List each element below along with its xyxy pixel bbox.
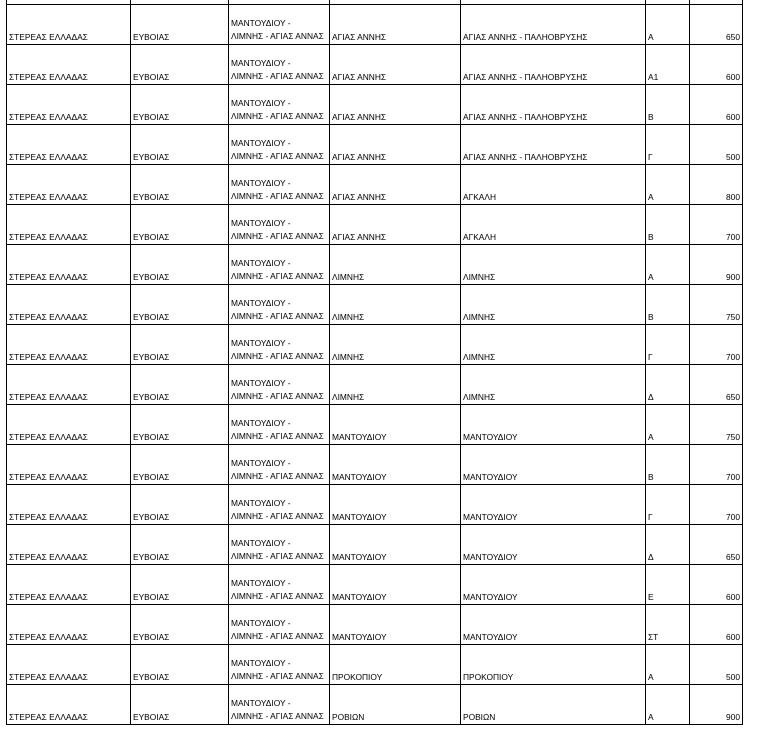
municipality-line-2: ΛΙΜΝΗΣ - ΑΓΙΑΣ ΑΝΝΑΣ xyxy=(231,31,324,42)
unit-cell: ΛΙΜΝΗΣ xyxy=(330,245,461,285)
table-row xyxy=(7,45,743,85)
area-cell: ΜΑΝΤΟΥΔΙΟΥ xyxy=(461,445,646,485)
unit-cell: ΑΓΙΑΣ ΑΝΝΗΣ xyxy=(330,45,461,85)
municipality-line-2: ΛΙΜΝΗΣ - ΑΓΙΑΣ ΑΝΝΑΣ xyxy=(231,71,324,82)
municipality-line-1: ΜΑΝΤΟΥΔΙΟΥ - xyxy=(231,137,291,148)
unit-cell: ΑΓΙΑΣ ΑΝΝΗΣ xyxy=(330,125,461,165)
zone-cell: Γ xyxy=(646,485,690,525)
table-row xyxy=(7,365,743,405)
unit-cell: ΛΙΜΝΗΣ xyxy=(330,285,461,325)
municipality-cell xyxy=(229,525,330,565)
region-cell: ΣΤΕΡΕΑΣ ΕΛΛΑΔΑΣ xyxy=(7,565,131,605)
municipality-cell xyxy=(229,565,330,605)
municipality-line-1: ΜΑΝΤΟΥΔΙΟΥ - xyxy=(231,177,291,188)
table-row xyxy=(7,405,743,445)
municipality-line-2: ΛΙΜΝΗΣ - ΑΓΙΑΣ ΑΝΝΑΣ xyxy=(231,671,324,682)
area-cell: ΜΑΝΤΟΥΔΙΟΥ xyxy=(461,405,646,445)
municipality-line-2: ΛΙΜΝΗΣ - ΑΓΙΑΣ ΑΝΝΑΣ xyxy=(231,231,324,242)
area-cell: ΠΡΟΚΟΠΙΟΥ xyxy=(461,645,646,685)
region-cell: ΣΤΕΡΕΑΣ ΕΛΛΑΔΑΣ xyxy=(7,325,131,365)
prefecture-cell: ΕΥΒΟΙΑΣ xyxy=(131,325,229,365)
region-cell: ΣΤΕΡΕΑΣ ΕΛΛΑΔΑΣ xyxy=(7,125,131,165)
area-cell: ΛΙΜΝΗΣ xyxy=(461,245,646,285)
municipality-cell xyxy=(229,245,330,285)
prefecture-cell: ΕΥΒΟΙΑΣ xyxy=(131,685,229,725)
region-cell: ΣΤΕΡΕΑΣ ΕΛΛΑΔΑΣ xyxy=(7,85,131,125)
municipality-cell xyxy=(229,485,330,525)
table-row xyxy=(7,285,743,325)
value-cell: 500 xyxy=(690,125,743,165)
unit-cell: ΠΡΟΚΟΠΙΟΥ xyxy=(330,645,461,685)
municipality-line-2: ΛΙΜΝΗΣ - ΑΓΙΑΣ ΑΝΝΑΣ xyxy=(231,391,324,402)
unit-cell: ΜΑΝΤΟΥΔΙΟΥ xyxy=(330,485,461,525)
municipality-line-2: ΛΙΜΝΗΣ - ΑΓΙΑΣ ΑΝΝΑΣ xyxy=(231,511,324,522)
area-cell: ΜΑΝΤΟΥΔΙΟΥ xyxy=(461,525,646,565)
municipality-cell xyxy=(229,405,330,445)
prefecture-cell: ΕΥΒΟΙΑΣ xyxy=(131,405,229,445)
zone-cell: Α xyxy=(646,165,690,205)
area-cell: ΛΙΜΝΗΣ xyxy=(461,285,646,325)
municipality-line-2: ΛΙΜΝΗΣ - ΑΓΙΑΣ ΑΝΝΑΣ xyxy=(231,471,324,482)
zone-cell: Γ xyxy=(646,125,690,165)
value-cell: 600 xyxy=(690,565,743,605)
prefecture-cell: ΕΥΒΟΙΑΣ xyxy=(131,45,229,85)
region-cell: ΣΤΕΡΕΑΣ ΕΛΛΑΔΑΣ xyxy=(7,445,131,485)
municipality-line-2: ΛΙΜΝΗΣ - ΑΓΙΑΣ ΑΝΝΑΣ xyxy=(231,351,324,362)
table-row xyxy=(7,125,743,165)
unit-cell: ΛΙΜΝΗΣ xyxy=(330,325,461,365)
value-cell: 500 xyxy=(690,645,743,685)
prefecture-cell: ΕΥΒΟΙΑΣ xyxy=(131,645,229,685)
municipality-line-1: ΜΑΝΤΟΥΔΙΟΥ - xyxy=(231,537,291,548)
region-cell: ΣΤΕΡΕΑΣ ΕΛΛΑΔΑΣ xyxy=(7,165,131,205)
unit-cell: ΜΑΝΤΟΥΔΙΟΥ xyxy=(330,525,461,565)
region-cell: ΣΤΕΡΕΑΣ ΕΛΛΑΔΑΣ xyxy=(7,525,131,565)
zone-cell: Α1 xyxy=(646,45,690,85)
prefecture-cell: ΕΥΒΟΙΑΣ xyxy=(131,5,229,45)
unit-cell: ΛΙΜΝΗΣ xyxy=(330,365,461,405)
unit-cell: ΑΓΙΑΣ ΑΝΝΗΣ xyxy=(330,165,461,205)
municipality-line-1: ΜΑΝΤΟΥΔΙΟΥ - xyxy=(231,617,291,628)
table-row xyxy=(7,525,743,565)
municipality-line-1: ΜΑΝΤΟΥΔΙΟΥ - xyxy=(231,697,291,708)
zone-cell: Α xyxy=(646,5,690,45)
municipality-cell xyxy=(229,165,330,205)
unit-cell: ΜΑΝΤΟΥΔΙΟΥ xyxy=(330,445,461,485)
municipality-line-1: ΜΑΝΤΟΥΔΙΟΥ - xyxy=(231,457,291,468)
prefecture-cell: ΕΥΒΟΙΑΣ xyxy=(131,125,229,165)
municipality-line-2: ΛΙΜΝΗΣ - ΑΓΙΑΣ ΑΝΝΑΣ xyxy=(231,711,324,722)
region-cell: ΣΤΕΡΕΑΣ ΕΛΛΑΔΑΣ xyxy=(7,5,131,45)
value-cell: 600 xyxy=(690,85,743,125)
zone-cell: Β xyxy=(646,445,690,485)
municipality-cell xyxy=(229,645,330,685)
region-cell: ΣΤΕΡΕΑΣ ΕΛΛΑΔΑΣ xyxy=(7,285,131,325)
prefecture-cell: ΕΥΒΟΙΑΣ xyxy=(131,85,229,125)
municipality-cell xyxy=(229,125,330,165)
zone-cell: Α xyxy=(646,405,690,445)
prefecture-cell: ΕΥΒΟΙΑΣ xyxy=(131,165,229,205)
unit-cell: ΑΓΙΑΣ ΑΝΝΗΣ xyxy=(330,205,461,245)
value-cell: 650 xyxy=(690,365,743,405)
municipality-cell xyxy=(229,605,330,645)
area-cell: ΑΓΙΑΣ ΑΝΝΗΣ - ΠΑΛΗΟΒΡΥΣΗΣ xyxy=(461,45,646,85)
unit-cell: ΜΑΝΤΟΥΔΙΟΥ xyxy=(330,605,461,645)
municipality-line-1: ΜΑΝΤΟΥΔΙΟΥ - xyxy=(231,17,291,28)
value-cell: 700 xyxy=(690,325,743,365)
region-cell: ΣΤΕΡΕΑΣ ΕΛΛΑΔΑΣ xyxy=(7,205,131,245)
municipality-line-2: ΛΙΜΝΗΣ - ΑΓΙΑΣ ΑΝΝΑΣ xyxy=(231,271,324,282)
zone-cell: Δ xyxy=(646,365,690,405)
zone-cell: Δ xyxy=(646,525,690,565)
municipality-cell xyxy=(229,285,330,325)
table-row xyxy=(7,325,743,365)
area-cell: ΜΑΝΤΟΥΔΙΟΥ xyxy=(461,605,646,645)
zone-cell: Β xyxy=(646,285,690,325)
region-cell: ΣΤΕΡΕΑΣ ΕΛΛΑΔΑΣ xyxy=(7,605,131,645)
municipality-line-1: ΜΑΝΤΟΥΔΙΟΥ - xyxy=(231,97,291,108)
municipality-cell xyxy=(229,5,330,45)
zone-cell: ΣΤ xyxy=(646,605,690,645)
municipality-cell xyxy=(229,365,330,405)
value-cell: 700 xyxy=(690,445,743,485)
prefecture-cell: ΕΥΒΟΙΑΣ xyxy=(131,285,229,325)
municipality-line-1: ΜΑΝΤΟΥΔΙΟΥ - xyxy=(231,57,291,68)
area-cell: ΛΙΜΝΗΣ xyxy=(461,325,646,365)
area-cell: ΡΟΒΙΩΝ xyxy=(461,685,646,725)
value-cell: 650 xyxy=(690,5,743,45)
municipality-line-1: ΜΑΝΤΟΥΔΙΟΥ - xyxy=(231,297,291,308)
prefecture-cell: ΕΥΒΟΙΑΣ xyxy=(131,445,229,485)
unit-cell: ΑΓΙΑΣ ΑΝΝΗΣ xyxy=(330,85,461,125)
municipality-cell xyxy=(229,325,330,365)
municipality-line-1: ΜΑΝΤΟΥΔΙΟΥ - xyxy=(231,657,291,668)
data-table xyxy=(6,0,743,725)
municipality-line-2: ΛΙΜΝΗΣ - ΑΓΙΑΣ ΑΝΝΑΣ xyxy=(231,111,324,122)
municipality-cell xyxy=(229,85,330,125)
municipality-line-2: ΛΙΜΝΗΣ - ΑΓΙΑΣ ΑΝΝΑΣ xyxy=(231,191,324,202)
value-cell: 600 xyxy=(690,605,743,645)
municipality-line-2: ΛΙΜΝΗΣ - ΑΓΙΑΣ ΑΝΝΑΣ xyxy=(231,631,324,642)
municipality-line-2: ΛΙΜΝΗΣ - ΑΓΙΑΣ ΑΝΝΑΣ xyxy=(231,591,324,602)
municipality-line-1: ΜΑΝΤΟΥΔΙΟΥ - xyxy=(231,417,291,428)
municipality-line-2: ΛΙΜΝΗΣ - ΑΓΙΑΣ ΑΝΝΑΣ xyxy=(231,311,324,322)
municipality-line-1: ΜΑΝΤΟΥΔΙΟΥ - xyxy=(231,577,291,588)
zone-cell: Β xyxy=(646,85,690,125)
area-cell: ΑΓΙΑΣ ΑΝΝΗΣ - ΠΑΛΗΟΒΡΥΣΗΣ xyxy=(461,85,646,125)
area-cell: ΑΓΙΑΣ ΑΝΝΗΣ - ΠΑΛΗΟΒΡΥΣΗΣ xyxy=(461,125,646,165)
area-cell: ΜΑΝΤΟΥΔΙΟΥ xyxy=(461,565,646,605)
region-cell: ΣΤΕΡΕΑΣ ΕΛΛΑΔΑΣ xyxy=(7,685,131,725)
table-row xyxy=(7,645,743,685)
value-cell: 900 xyxy=(690,685,743,725)
value-cell: 750 xyxy=(690,405,743,445)
prefecture-cell: ΕΥΒΟΙΑΣ xyxy=(131,605,229,645)
municipality-cell xyxy=(229,45,330,85)
zone-cell: Α xyxy=(646,645,690,685)
municipality-line-1: ΜΑΝΤΟΥΔΙΟΥ - xyxy=(231,377,291,388)
prefecture-cell: ΕΥΒΟΙΑΣ xyxy=(131,245,229,285)
table-row xyxy=(7,245,743,285)
region-cell: ΣΤΕΡΕΑΣ ΕΛΛΑΔΑΣ xyxy=(7,645,131,685)
prefecture-cell: ΕΥΒΟΙΑΣ xyxy=(131,565,229,605)
municipality-line-1: ΜΑΝΤΟΥΔΙΟΥ - xyxy=(231,257,291,268)
municipality-line-1: ΜΑΝΤΟΥΔΙΟΥ - xyxy=(231,497,291,508)
prefecture-cell: ΕΥΒΟΙΑΣ xyxy=(131,485,229,525)
unit-cell: ΜΑΝΤΟΥΔΙΟΥ xyxy=(330,565,461,605)
municipality-line-2: ΛΙΜΝΗΣ - ΑΓΙΑΣ ΑΝΝΑΣ xyxy=(231,551,324,562)
table-row xyxy=(7,485,743,525)
table-row xyxy=(7,85,743,125)
table-row xyxy=(7,165,743,205)
zone-cell: Ε xyxy=(646,565,690,605)
table-row xyxy=(7,445,743,485)
value-cell: 650 xyxy=(690,525,743,565)
prefecture-cell: ΕΥΒΟΙΑΣ xyxy=(131,525,229,565)
region-cell: ΣΤΕΡΕΑΣ ΕΛΛΑΔΑΣ xyxy=(7,405,131,445)
table-row xyxy=(7,685,743,725)
value-cell: 700 xyxy=(690,485,743,525)
area-cell: ΛΙΜΝΗΣ xyxy=(461,365,646,405)
area-cell: ΜΑΝΤΟΥΔΙΟΥ xyxy=(461,485,646,525)
zone-cell: Α xyxy=(646,685,690,725)
table-row xyxy=(7,565,743,605)
value-cell: 700 xyxy=(690,205,743,245)
municipality-cell xyxy=(229,205,330,245)
value-cell: 600 xyxy=(690,45,743,85)
region-cell: ΣΤΕΡΕΑΣ ΕΛΛΑΔΑΣ xyxy=(7,485,131,525)
region-cell: ΣΤΕΡΕΑΣ ΕΛΛΑΔΑΣ xyxy=(7,365,131,405)
municipality-line-2: ΛΙΜΝΗΣ - ΑΓΙΑΣ ΑΝΝΑΣ xyxy=(231,431,324,442)
table-row xyxy=(7,605,743,645)
value-cell: 800 xyxy=(690,165,743,205)
unit-cell: ΑΓΙΑΣ ΑΝΝΗΣ xyxy=(330,5,461,45)
zone-cell: Α xyxy=(646,245,690,285)
zone-cell: Γ xyxy=(646,325,690,365)
municipality-line-1: ΜΑΝΤΟΥΔΙΟΥ - xyxy=(231,217,291,228)
municipality-cell xyxy=(229,445,330,485)
area-cell: ΑΓΚΑΛΗ xyxy=(461,165,646,205)
unit-cell: ΜΑΝΤΟΥΔΙΟΥ xyxy=(330,405,461,445)
region-cell: ΣΤΕΡΕΑΣ ΕΛΛΑΔΑΣ xyxy=(7,45,131,85)
table-row xyxy=(7,205,743,245)
municipality-line-1: ΜΑΝΤΟΥΔΙΟΥ - xyxy=(231,337,291,348)
municipality-cell xyxy=(229,685,330,725)
prefecture-cell: ΕΥΒΟΙΑΣ xyxy=(131,205,229,245)
area-cell: ΑΓΚΑΛΗ xyxy=(461,205,646,245)
zone-cell: Β xyxy=(646,205,690,245)
region-cell: ΣΤΕΡΕΑΣ ΕΛΛΑΔΑΣ xyxy=(7,245,131,285)
unit-cell: ΡΟΒΙΩΝ xyxy=(330,685,461,725)
prefecture-cell: ΕΥΒΟΙΑΣ xyxy=(131,365,229,405)
value-cell: 750 xyxy=(690,285,743,325)
table-row xyxy=(7,5,743,45)
municipality-line-2: ΛΙΜΝΗΣ - ΑΓΙΑΣ ΑΝΝΑΣ xyxy=(231,151,324,162)
value-cell: 900 xyxy=(690,245,743,285)
area-cell: ΑΓΙΑΣ ΑΝΝΗΣ - ΠΑΛΗΟΒΡΥΣΗΣ xyxy=(461,5,646,45)
table-body xyxy=(7,0,743,725)
